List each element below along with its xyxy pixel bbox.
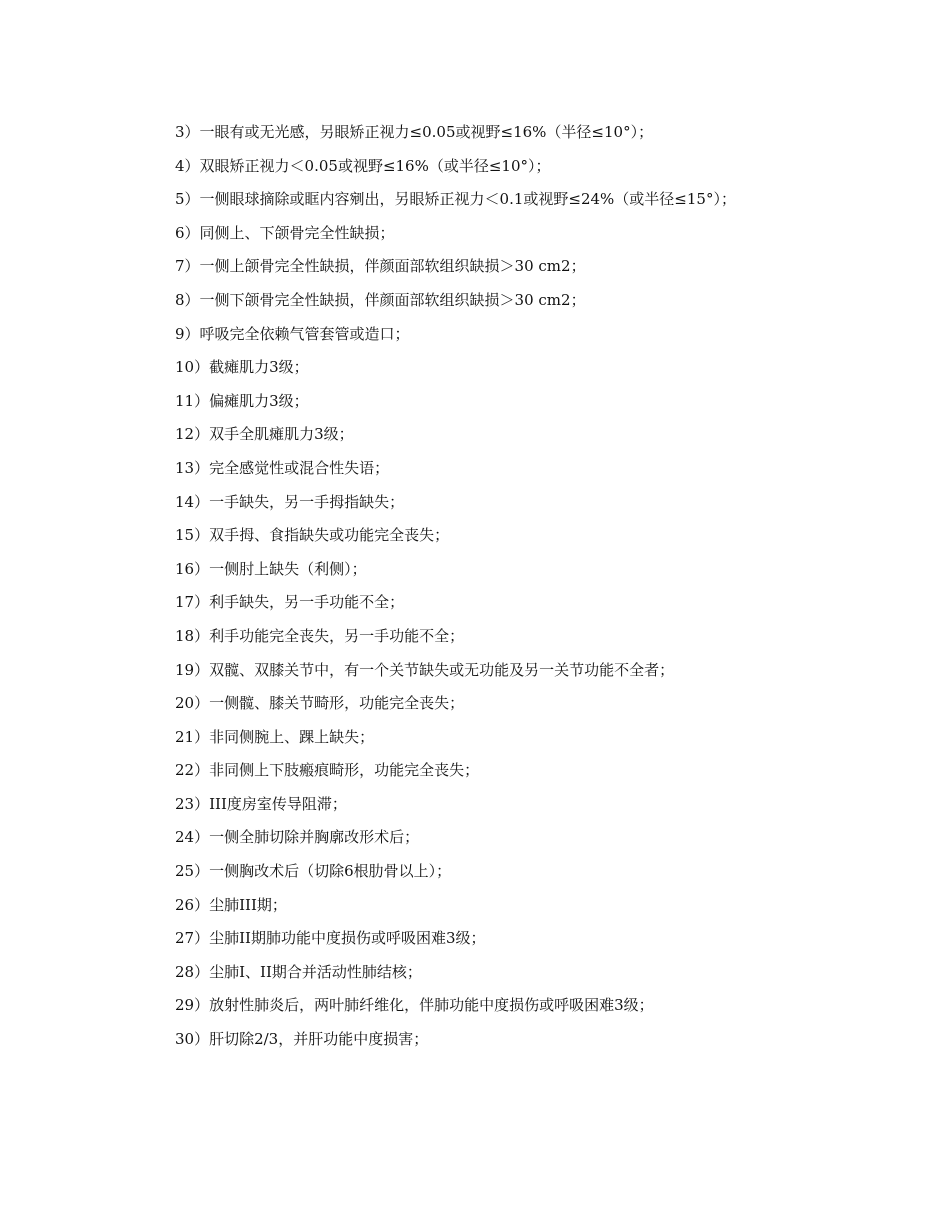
list-item: 21）非同侧腕上、踝上缺失；: [175, 727, 375, 746]
list-item: 25）一侧胸改术后（切除6根肋骨以上）；: [175, 862, 452, 881]
list-item: 7）一侧上颌骨完全性缺损，伴颜面部软组织缺损＞30 cm2；: [175, 257, 586, 276]
list-item: 11）偏瘫肌力3级；: [175, 391, 309, 410]
list-item: 24）一侧全肺切除并胸廓改形术后；: [175, 828, 420, 847]
list-item: 10）截瘫肌力3级；: [175, 358, 309, 377]
list-item: 17）利手缺失，另一手功能不全；: [175, 593, 405, 612]
list-item: 27）尘肺II期肺功能中度损伤或呼吸困难3级；: [175, 929, 486, 948]
list-item: 16）一侧肘上缺失（利侧）；: [175, 559, 367, 578]
list-item: 26）尘肺III期；: [175, 895, 287, 914]
list-item: 9）呼吸完全依赖气管套管或造口；: [175, 324, 410, 343]
list-item: 28）尘肺I、II期合并活动性肺结核；: [175, 962, 422, 981]
list-item: 14）一手缺失，另一手拇指缺失；: [175, 492, 405, 511]
list-item: 6）同侧上、下颌骨完全性缺损；: [175, 223, 395, 242]
list-item: 23）III度房室传导阻滞；: [175, 794, 347, 813]
list-item: 4）双眼矫正视力＜0.05或视野≤16%（或半径≤10°）；: [175, 156, 551, 175]
list-item: 5）一侧眼球摘除或眶内容剜出，另眼矫正视力＜0.1或视野≤24%（或半径≤15°）；: [175, 190, 736, 209]
list-item: 13）完全感觉性或混合性失语；: [175, 458, 390, 477]
list-item: 12）双手全肌瘫肌力3级；: [175, 425, 354, 444]
list-item: 8）一侧下颌骨完全性缺损，伴颜面部软组织缺损＞30 cm2；: [175, 290, 586, 309]
list-item: 3）一眼有或无光感，另眼矫正视力≤0.05或视野≤16%（半径≤10°）；: [175, 123, 654, 141]
list-item: 19）双髋、双膝关节中，有一个关节缺失或无功能及另一关节功能不全者；: [175, 660, 675, 679]
list-item: 29）放射性肺炎后，两叶肺纤维化，伴肺功能中度损伤或呼吸困难3级；: [175, 996, 654, 1015]
list-item: 20）一侧髋、膝关节畸形，功能完全丧失；: [175, 694, 465, 713]
list-item: 18）利手功能完全丧失，另一手功能不全；: [175, 626, 465, 645]
document-body: [140, 116, 815, 1057]
list-item: 30）肝切除2/3，并肝功能中度损害；: [175, 1030, 429, 1049]
list-item: 15）双手拇、食指缺失或功能完全丧失；: [175, 526, 450, 545]
list-item: 22）非同侧上下肢瘢痕畸形，功能完全丧失；: [175, 761, 480, 780]
